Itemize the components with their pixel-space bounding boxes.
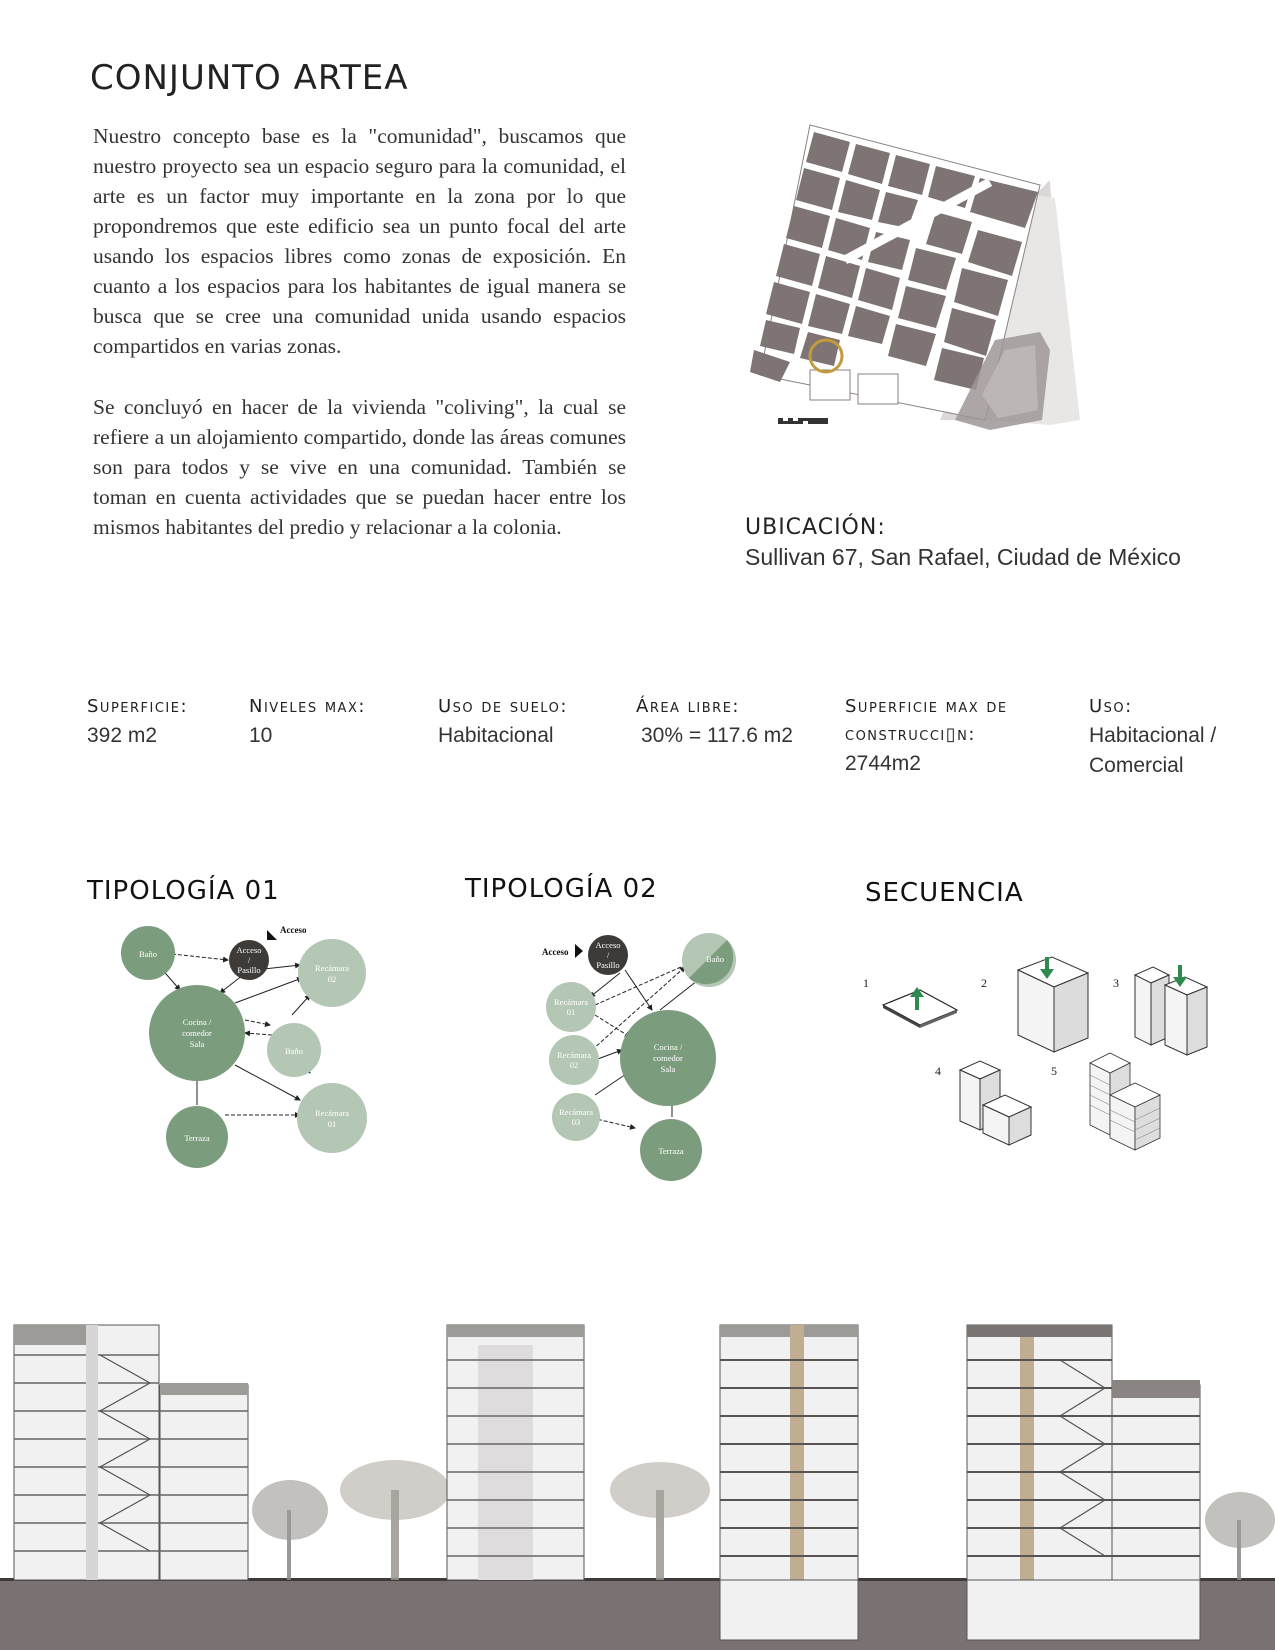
node-recamara-03: Recámara bbox=[559, 1107, 593, 1117]
stat-value: Habitacional bbox=[438, 724, 554, 747]
node-recamara-02: Recámara bbox=[315, 963, 349, 973]
stat-label: Superficie: bbox=[87, 696, 189, 717]
ubicacion-heading: UBICACIÓN: bbox=[745, 515, 886, 540]
stat-label: Área libre: bbox=[636, 696, 740, 717]
node-terraza: Terraza bbox=[658, 1146, 684, 1156]
node-bano: Baño bbox=[139, 949, 157, 959]
node-label-line: 02 bbox=[327, 974, 337, 984]
step-number: 5 bbox=[1051, 1064, 1057, 1078]
concept-paragraph: Nuestro concepto base es la "comunidad", buscamos que nuestro proyecto sea un espacio seguro para la comunidad, el arte es un factor muy importante en la zona por lo que propondremos que este edificio sea un punto focal del arte usando los espacios libres como zonas de exposición. En cuanto a los espacios para los habitantes de igual manera se busca que se cree una comunidad unida usando espacios compartidos en varias zonas. bbox=[93, 124, 626, 358]
step-4-volume bbox=[960, 1061, 1031, 1145]
node-label-line: Pasillo bbox=[596, 960, 620, 970]
step-2-volume bbox=[1018, 957, 1088, 1052]
stat-superficie bbox=[87, 693, 227, 751]
node-label-line: / bbox=[606, 950, 610, 960]
stat-uso bbox=[1089, 693, 1239, 781]
step-1-plane bbox=[883, 987, 957, 1028]
tipologia-02-heading: TIPOLOGÍA 02 bbox=[465, 874, 658, 904]
tipologia-01-heading: TIPOLOGÍA 01 bbox=[87, 876, 280, 906]
location-map bbox=[750, 120, 1100, 460]
stat-value: 30% = 117.6 m2 bbox=[641, 724, 793, 747]
step-number: 2 bbox=[981, 976, 987, 990]
node-label-line: 01 bbox=[566, 1007, 576, 1017]
step-3-volume bbox=[1135, 965, 1207, 1055]
node-label-line: 03 bbox=[571, 1117, 581, 1127]
node-terraza: Terraza bbox=[184, 1133, 210, 1143]
acceso-arrow-icon bbox=[267, 930, 277, 940]
node-recamara-01: Recámara bbox=[554, 997, 588, 1007]
stat-value: 10 bbox=[249, 724, 273, 747]
acceso-label: Acceso bbox=[542, 947, 569, 957]
stat-superficie-max bbox=[845, 693, 1060, 779]
node-recamara-01: Recámara bbox=[315, 1108, 349, 1118]
tipologia-02-diagram bbox=[540, 925, 750, 1185]
section-building-a bbox=[14, 1325, 248, 1580]
building-sections bbox=[0, 1310, 1275, 1650]
tipologia-01-diagram bbox=[100, 915, 390, 1175]
stat-value: 2744m2 bbox=[845, 752, 921, 775]
node-label-line: comedor bbox=[653, 1053, 683, 1063]
stat-value: Habitacional / Comercial bbox=[1089, 724, 1217, 777]
stat-area-libre bbox=[636, 693, 816, 751]
acceso-label: Acceso bbox=[280, 925, 307, 935]
secuencia-heading: SECUENCIA bbox=[865, 878, 1024, 908]
secuencia-diagram bbox=[855, 955, 1235, 1170]
section-building-c bbox=[720, 1325, 858, 1640]
node-label-line: comedor bbox=[182, 1028, 212, 1038]
step-5-volume bbox=[1090, 1053, 1160, 1150]
coliving-paragraph: Se concluyó en hacer de la vivienda "coliving", la cual se refiere a un alojamiento compartido, donde las áreas comunes son para todos y se vive en una comunidad. También se toman en cuenta actividades que se puedan hacer entre los mismos habitantes del predio y relacionar a la colonia. bbox=[93, 395, 626, 539]
node-label-line: 01 bbox=[327, 1119, 337, 1129]
stat-label: Superficie max de construcci▯​n: bbox=[845, 696, 1008, 745]
scale-bar bbox=[778, 418, 828, 424]
node-cocina: Cocina / bbox=[653, 1042, 683, 1052]
stat-niveles bbox=[249, 693, 409, 751]
ubicacion-address: Sullivan 67, San Rafael, Ciudad de México bbox=[745, 544, 1181, 570]
stat-value: 392 m2 bbox=[87, 724, 158, 747]
page-title: CONJUNTO ARTEA bbox=[90, 58, 409, 98]
node-bano: Baño bbox=[706, 954, 724, 964]
node-acceso-pasillo: Acceso bbox=[236, 945, 262, 955]
section-building-b bbox=[447, 1325, 584, 1580]
acceso-arrow-icon bbox=[575, 944, 583, 958]
stat-uso-suelo bbox=[438, 693, 618, 751]
stat-label: Uso: bbox=[1089, 696, 1133, 717]
node-label-line: 02 bbox=[569, 1060, 579, 1070]
stat-label: Uso de suelo: bbox=[438, 696, 568, 717]
node-acceso-pasillo: Acceso bbox=[595, 940, 621, 950]
node-label-line: Sala bbox=[660, 1064, 676, 1074]
section-building-d bbox=[967, 1325, 1200, 1640]
node-recamara-02: Recámara bbox=[557, 1050, 591, 1060]
node-bano-2: Baño bbox=[285, 1046, 303, 1056]
node-label-line: Pasillo bbox=[237, 965, 261, 975]
node-label-line: Sala bbox=[189, 1039, 205, 1049]
step-number: 1 bbox=[863, 976, 869, 990]
step-number: 4 bbox=[935, 1064, 941, 1078]
step-number: 3 bbox=[1113, 976, 1119, 990]
node-cocina: Cocina / bbox=[182, 1017, 212, 1027]
stat-label: Niveles max: bbox=[249, 696, 366, 717]
node-label-line: / bbox=[247, 955, 251, 965]
